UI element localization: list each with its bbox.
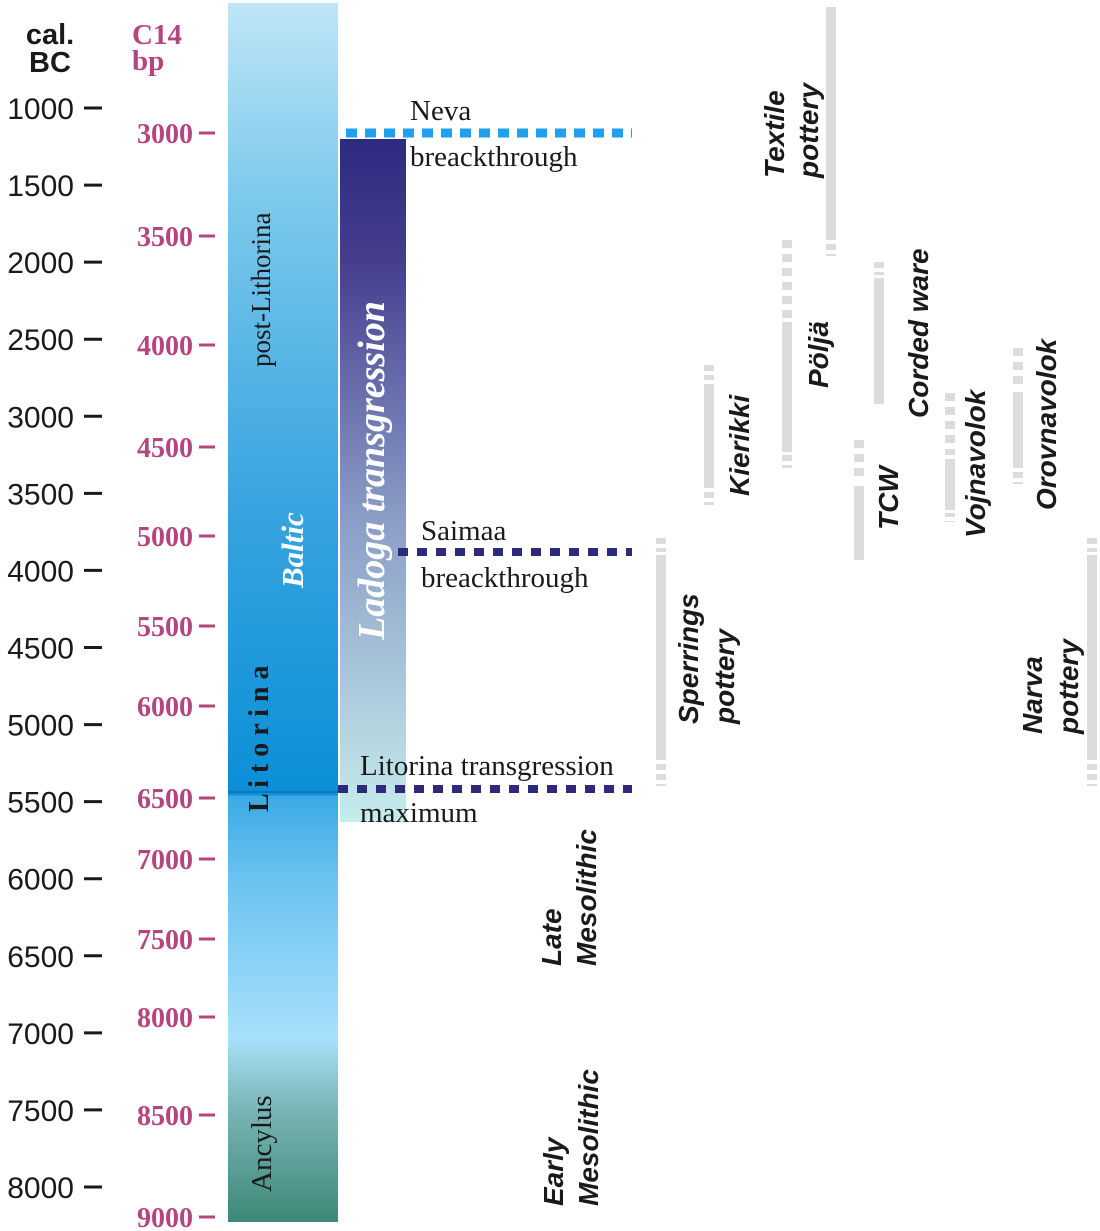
cal-bc-axis [7, 93, 102, 1205]
cal-tick-label: 3000 [7, 401, 74, 435]
cal-header-line2: BC [29, 47, 71, 79]
textile-label-line1: Textile [759, 90, 790, 178]
c14-header-line1: C14 [132, 19, 182, 51]
tcw-label: TCW [873, 466, 904, 530]
saimaa-label-line1: Saimaa [421, 515, 507, 547]
c14-tick-label: 6000 [137, 692, 193, 723]
ancylus-label: Ancylus [246, 1095, 278, 1192]
cal-tick-label: 3500 [7, 478, 74, 512]
narva-label-line2: pottery [1053, 639, 1084, 734]
c14-tick-label: 8000 [137, 1003, 193, 1034]
cal-bc-header [26, 19, 74, 79]
sperrings-label-line1: Sperrings [673, 593, 704, 724]
late-mesolithic-label-line2: Mesolithic [571, 829, 602, 966]
cal-tick-label: 1000 [7, 93, 74, 126]
orovnavolok-label: Orovnavolok [1031, 338, 1062, 510]
c14-tick-label: 5500 [137, 612, 193, 643]
polja-label: Pöljä [803, 321, 834, 388]
cal-tick-label: 4500 [7, 632, 74, 666]
neva-label-line2: breackthrough [410, 141, 578, 173]
cal-tick-label: 5500 [7, 786, 74, 820]
cal-tick-label: 2000 [7, 247, 74, 281]
cal-tick-label: 5000 [7, 709, 74, 743]
c14-header-line2: bp [132, 45, 165, 77]
cal-header-line1: cal. [25, 19, 75, 51]
litorina-max-label-line1: Litorina transgression [360, 750, 614, 782]
vojnavolok-label: Vojnavolok [960, 389, 991, 538]
c14-tick-label: 9000 [137, 1203, 193, 1231]
c14-tick-label: 7000 [137, 845, 193, 876]
sperrings-label-line2: pottery [709, 629, 740, 724]
baltic-label: Baltic [275, 512, 310, 588]
early-mesolithic-label-line2: Mesolithic [573, 1069, 604, 1206]
saimaa-label-line2: breackthrough [421, 562, 589, 594]
cal-tick-label: 7500 [7, 1094, 74, 1128]
narva-label-line1: Narva [1017, 656, 1048, 734]
c14-bp-axis [137, 119, 215, 1231]
kierikki-label: Kierikki [724, 394, 755, 496]
cal-tick-label: 4000 [7, 555, 74, 589]
cal-tick-label: 1500 [7, 170, 74, 204]
textile-label-line2: pottery [793, 83, 824, 178]
cal-tick-label: 7000 [7, 1017, 74, 1051]
cal-tick-label: 6500 [7, 940, 74, 974]
litorina-label: L i t o r i n a [244, 665, 275, 812]
post-lithorina-label: post-Lithorina [246, 212, 276, 367]
c14-tick-label: 4500 [137, 433, 193, 464]
c14-tick-label: 3500 [137, 222, 193, 253]
culture-labels [536, 82, 1084, 1206]
c14-tick-label: 6500 [137, 784, 193, 815]
litorina-max-label-line2: maximum [360, 797, 478, 829]
c14-tick-label: 8500 [137, 1101, 193, 1132]
ladoga-transgression-label: Ladoga transgression [351, 301, 393, 640]
c14-bp-header [132, 19, 182, 77]
c14-tick-label: 7500 [137, 925, 193, 956]
c14-tick-label: 5000 [137, 522, 193, 553]
early-mesolithic-label-line1: Early [538, 1137, 569, 1206]
cal-tick-label: 6000 [7, 863, 74, 897]
cal-tick-label: 8000 [7, 1172, 74, 1205]
c14-tick-label: 3000 [137, 119, 193, 150]
baltic-stage-column [228, 3, 338, 1222]
cal-tick-label: 2500 [7, 324, 74, 358]
c14-tick-label: 4000 [137, 331, 193, 362]
late-mesolithic-label-line1: Late [536, 908, 567, 966]
neva-label-line1: Neva [410, 95, 472, 127]
corded-ware-label: Corded ware [903, 248, 934, 418]
